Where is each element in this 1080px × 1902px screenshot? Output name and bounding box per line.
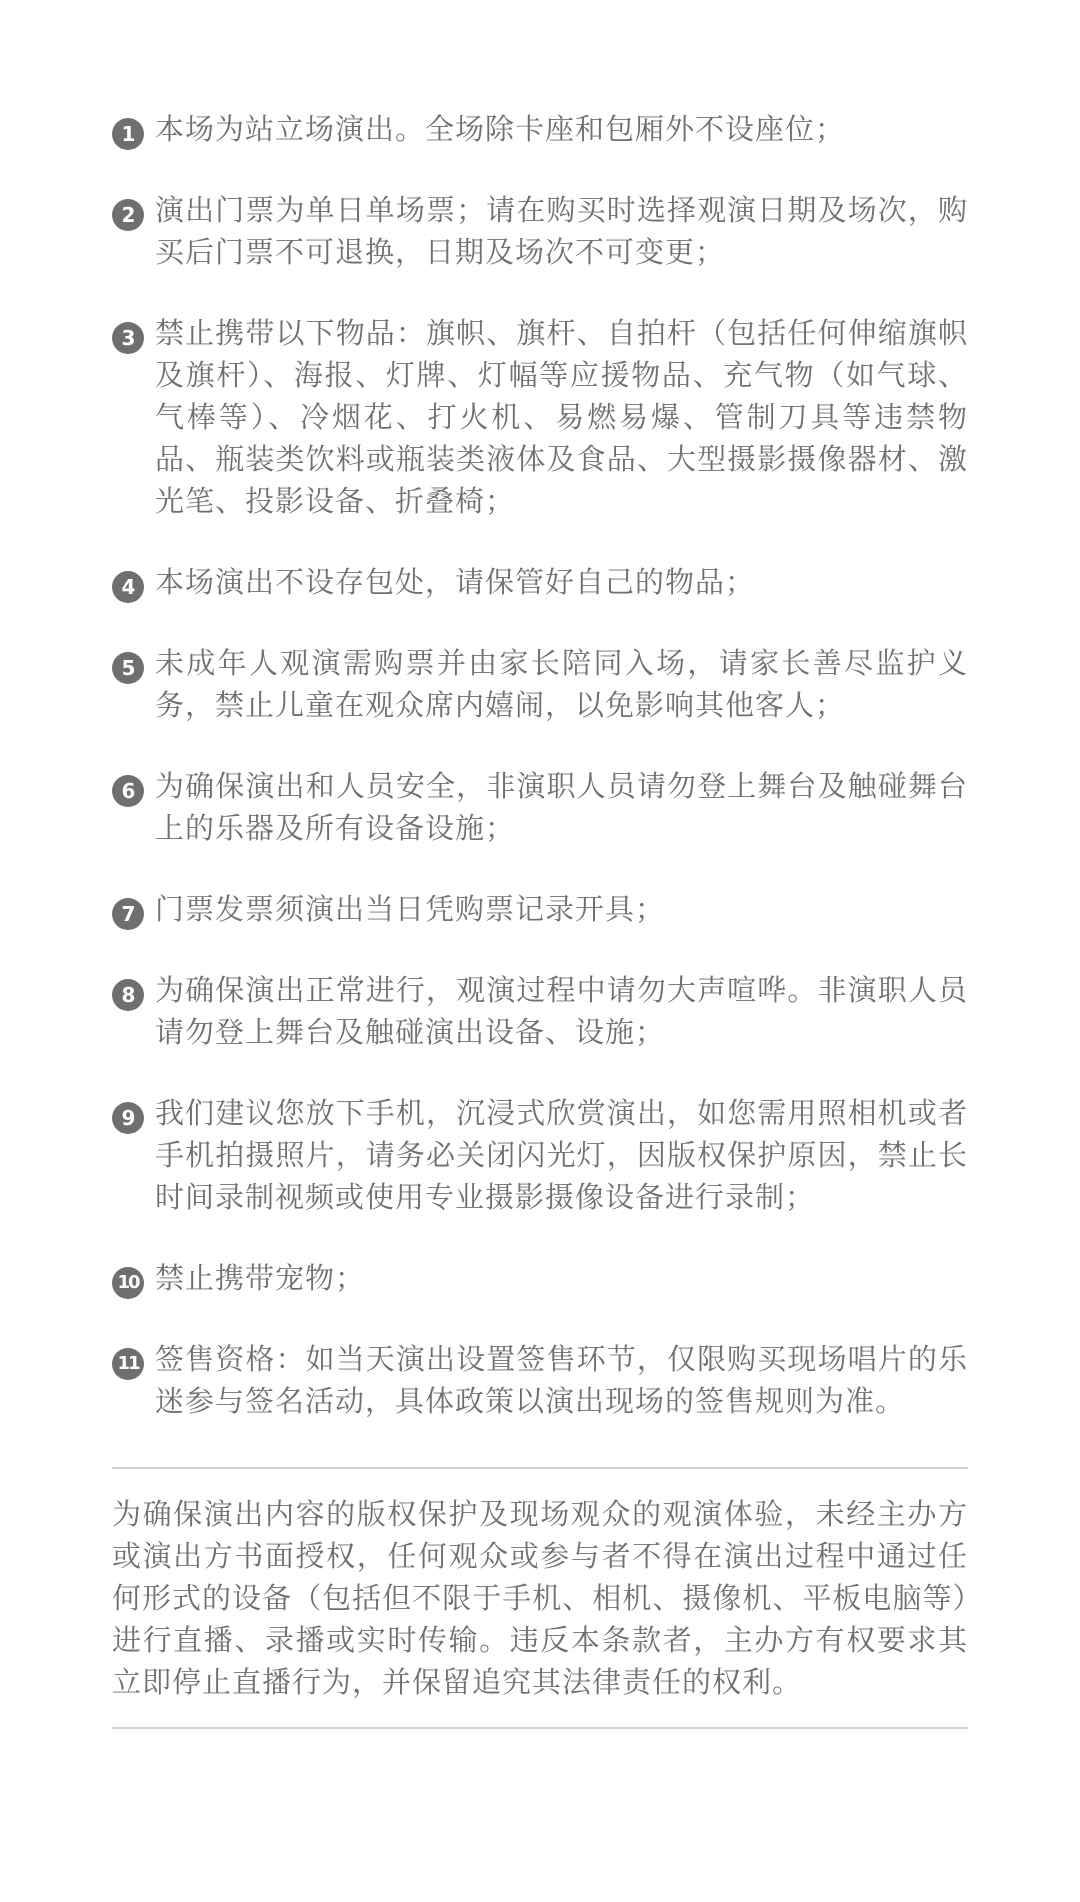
rule-text: 我们建议您放下手机，沉浸式欣赏演出，如您需用照相机或者手机拍摄照片，请务必关闭闪光灯，因版权保护原因，禁止长时间录制视频或使用专业摄影摄像设备进行录制； [155, 1096, 968, 1214]
rule-number-badge: 3 [112, 322, 144, 354]
rule-item [112, 561, 968, 603]
rule-text: 为确保演出和人员安全，非演职人员请勿登上舞台及触碰舞台上的乐器及所有设备设施； [155, 769, 968, 845]
rule-number-badge: 10 [112, 1267, 144, 1299]
rule-item [112, 969, 968, 1053]
rule-item [112, 108, 968, 150]
divider-bottom [112, 1727, 968, 1729]
rule-text: 禁止携带以下物品：旗帜、旗杆、自拍杆（包括任何伸缩旗帜及旗杆）、海报、灯牌、灯幅等应援物品、充气物（如气球、气棒等）、冷烟花、打火机、易燃易爆、管制刀具等违禁物品、瓶装类饮料或瓶装类液体及食品、大型摄影摄像器材、激光笔、投影设备、折叠椅； [155, 316, 968, 518]
rule-item [112, 642, 968, 726]
copyright-notice: 为确保演出内容的版权保护及现场观众的观演体验，未经主办方或演出方书面授权，任何观众或参与者不得在演出过程中通过任何形式的设备（包括但不限于手机、相机、摄像机、平板电脑等）进行直播、录播或实时传输。违反本条款者，主办方有权要求其立即停止直播行为，并保留追究其法律责任的权利。 [112, 1497, 968, 1699]
rules-list [112, 108, 968, 1422]
rule-number-badge: 8 [112, 979, 144, 1011]
rule-number-badge: 11 [112, 1348, 144, 1380]
rule-number-badge: 9 [112, 1102, 144, 1134]
rule-number-badge: 6 [112, 775, 144, 807]
rule-number-badge: 4 [112, 571, 144, 603]
rule-item [112, 189, 968, 273]
rule-text: 禁止携带宠物； [155, 1261, 366, 1295]
rule-number-badge: 7 [112, 898, 144, 930]
rule-item [112, 765, 968, 849]
rule-text: 本场为站立场演出。全场除卡座和包厢外不设座位； [155, 112, 846, 146]
rule-number-badge: 5 [112, 652, 144, 684]
rule-text: 未成年人观演需购票并由家长陪同入场，请家长善尽监护义务，禁止儿童在观众席内嬉闹，以免影响其他客人； [155, 646, 968, 722]
rule-text: 签售资格：如当天演出设置签售环节，仅限购买现场唱片的乐迷参与签名活动，具体政策以演出现场的签售规则为准。 [155, 1342, 968, 1418]
rule-text: 门票发票须演出当日凭购票记录开具； [155, 892, 666, 926]
rule-item [112, 1338, 968, 1422]
divider-top [112, 1467, 968, 1469]
rule-text: 演出门票为单日单场票；请在购买时选择观演日期及场次，购买后门票不可退换，日期及场次不可变更； [155, 193, 968, 269]
rule-item [112, 1257, 968, 1299]
rule-number-badge: 1 [112, 118, 144, 150]
rule-item [112, 888, 968, 930]
rule-item [112, 1092, 968, 1218]
rule-number-badge: 2 [112, 199, 144, 231]
rule-text: 本场演出不设存包处，请保管好自己的物品； [155, 565, 756, 599]
rule-text: 为确保演出正常进行，观演过程中请勿大声喧哗。非演职人员请勿登上舞台及触碰演出设备、设施； [155, 973, 968, 1049]
rule-item [112, 312, 968, 522]
